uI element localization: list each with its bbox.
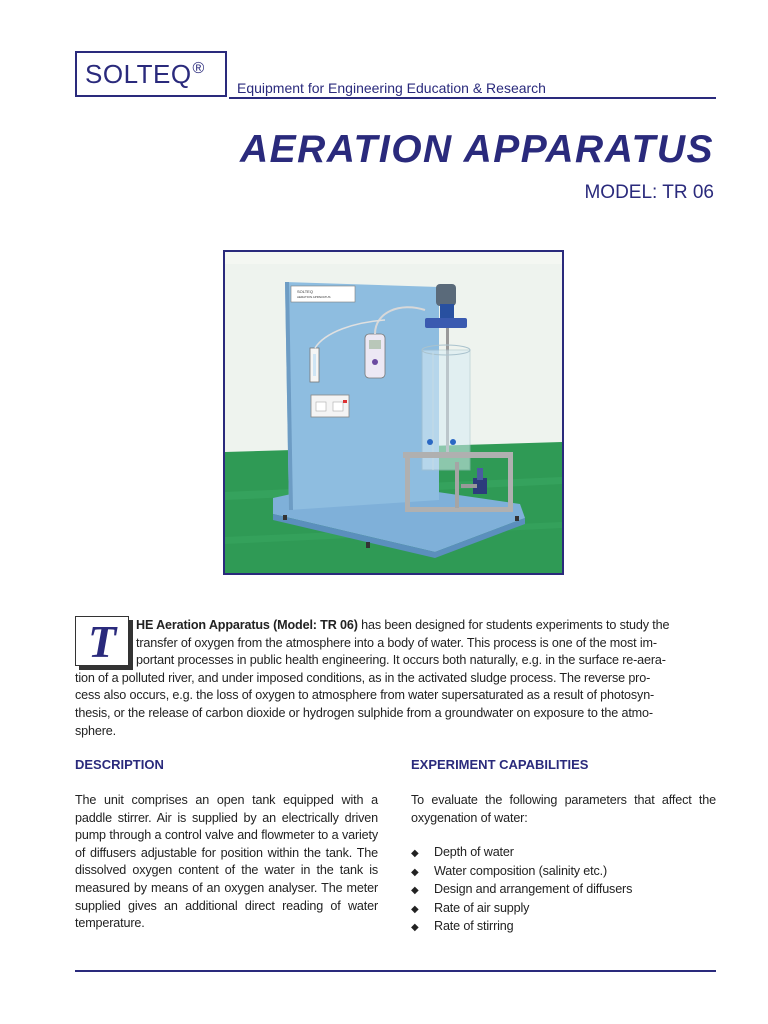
list-item-text: Rate of stirring (434, 919, 514, 934)
capabilities-heading: EXPERIMENT CAPABILITIES (411, 757, 589, 772)
aeration-apparatus-illustration (225, 252, 562, 573)
intro-bold-lead: HE Aeration Apparatus (Model: TR 06) (136, 618, 358, 632)
intro-line-3: portant processes in public health engineering. It occurs both naturally, e.g. in the surface re-aera- (136, 653, 666, 668)
capabilities-list (411, 844, 632, 937)
intro-line-1-text: has been designed for students experiments to study the (357, 618, 670, 632)
diamond-bullet-icon: ◆ (411, 866, 419, 878)
list-item (411, 900, 632, 919)
page-title: AERATION APPARATUS (239, 128, 714, 171)
capabilities-intro: To evaluate the following parameters that affect the oxygenation of water: (411, 793, 716, 825)
list-item (411, 863, 632, 882)
intro-line-7: sphere. (75, 723, 116, 738)
diamond-bullet-icon: ◆ (411, 848, 419, 859)
description-heading: DESCRIPTION (75, 757, 164, 772)
logo-wordmark (85, 59, 205, 90)
intro-line-2: transfer of oxygen from the atmosphere into a body of water. This process is one of the most im- (136, 635, 657, 650)
product-photo (223, 250, 564, 575)
footer-divider (75, 970, 716, 972)
model-number: MODEL: TR 06 (584, 182, 714, 203)
list-item (411, 844, 632, 863)
intro-line-1 (136, 617, 716, 635)
placard-line-1: SOLTEQ (297, 289, 313, 294)
drop-cap (75, 616, 129, 666)
diamond-bullet-icon: ◆ (411, 885, 419, 897)
header-divider (229, 97, 716, 99)
list-item-text: Design and arrangement of diffusers (434, 882, 633, 897)
tagline: Equipment for Engineering Education & Research (237, 80, 546, 96)
drop-cap-letter: T (87, 616, 117, 667)
logo-text: SOLTEQ (85, 59, 192, 89)
intro-line-6: thesis, or the release of carbon dioxide or hydrogen sulphide from a groundwater on exposure to the atmo- (75, 706, 653, 720)
list-item (411, 918, 632, 937)
list-item-text: Depth of water (434, 845, 514, 859)
placard-line-2: AERATION APPARATUS (297, 295, 331, 299)
list-item-text: Water composition (salinity etc.) (434, 863, 608, 878)
list-item-text: Rate of air supply (434, 900, 530, 915)
intro-line-4: tion of a polluted river, and under imposed conditions, as in the activated sludge process. The reverse pro- (75, 670, 651, 685)
diamond-bullet-icon: ◆ (411, 922, 419, 934)
logo (75, 51, 227, 97)
diamond-bullet-icon: ◆ (411, 903, 419, 915)
description-body: The unit comprises an open tank equipped with a paddle stirrer. Air is supplied by an electrically driven pump through a control valve and flowmeter to a variety of diffusers adjustable for position within the tank. The dissolved oxygen content of the water in the tank is measured by means of an oxygen analyser. The meter supplied gives an additional direct reading of water temperature. (75, 793, 378, 931)
intro-line-5: cess also occurs, e.g. the loss of oxygen to atmosphere from water supersaturated as a result of photosyn- (75, 688, 655, 703)
registered-mark: ® (192, 60, 205, 77)
list-item (411, 881, 632, 900)
